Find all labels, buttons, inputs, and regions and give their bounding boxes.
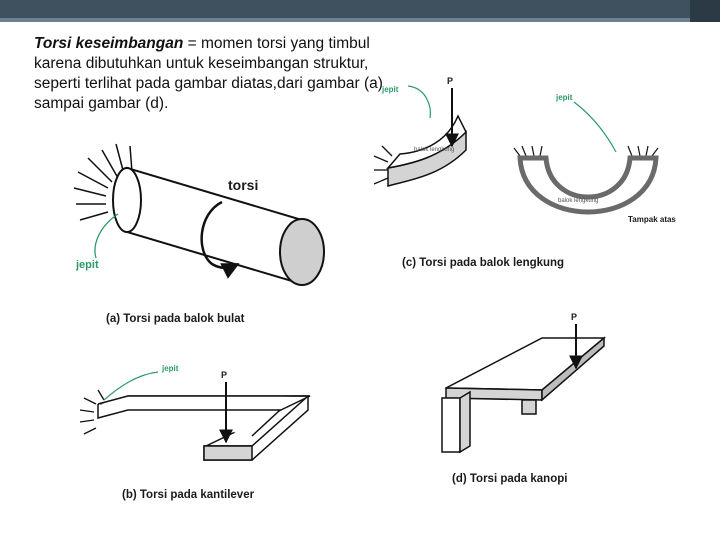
load-label-d: P: [571, 312, 578, 322]
torsi-label: torsi: [228, 177, 259, 193]
cylinder-back-end: [113, 168, 141, 232]
caption-c: (c) Torsi pada balok lengkung: [402, 257, 565, 269]
jepit-label-a: jepit: [76, 259, 99, 271]
support-beam: [522, 400, 536, 414]
definition-text: = momen torsi yang timbul karena dibutuhkan untuk keseimbangan struktur, seperti terlihat pada gambar diatas,dari gambar (a) sampai gambar (d).: [34, 35, 383, 112]
caption-b: (b) Torsi pada kantilever: [122, 489, 255, 501]
load-label-b: P: [221, 370, 228, 380]
load-label-c: P: [447, 76, 454, 86]
caption-a: (a) Torsi pada balok bulat: [106, 313, 245, 325]
top-view-hatch: [514, 146, 658, 156]
jepit-pointer-c-right: [574, 102, 616, 152]
beam-label-c-left: balok lengkung: [414, 147, 455, 153]
jepit-label-b: jepit: [162, 364, 179, 373]
cantilever-beam: [98, 396, 308, 460]
column-left: [442, 398, 460, 452]
figure-c-curved-beam: [374, 76, 676, 269]
definition-term: Torsi keseimbangan: [34, 35, 184, 52]
figure-d-canopy: [442, 312, 604, 485]
caption-d: (d) Torsi pada kanopi: [452, 473, 568, 485]
cylinder-front-face: [280, 219, 324, 285]
cantilever-end-face: [204, 446, 252, 460]
figure-a-round-beam: [74, 144, 324, 325]
beam-label-c-right: balok lengkung: [558, 198, 599, 204]
jepit-pointer-c-left: [408, 86, 430, 118]
figure-b-cantilever: [80, 364, 310, 501]
top-view-label: Tampak atas: [628, 215, 676, 224]
column-right: [460, 392, 470, 452]
jepit-label-c-right: jepit: [556, 93, 573, 102]
jepit-pointer-a: [95, 214, 118, 258]
jepit-label-c-left: jepit: [382, 85, 399, 94]
